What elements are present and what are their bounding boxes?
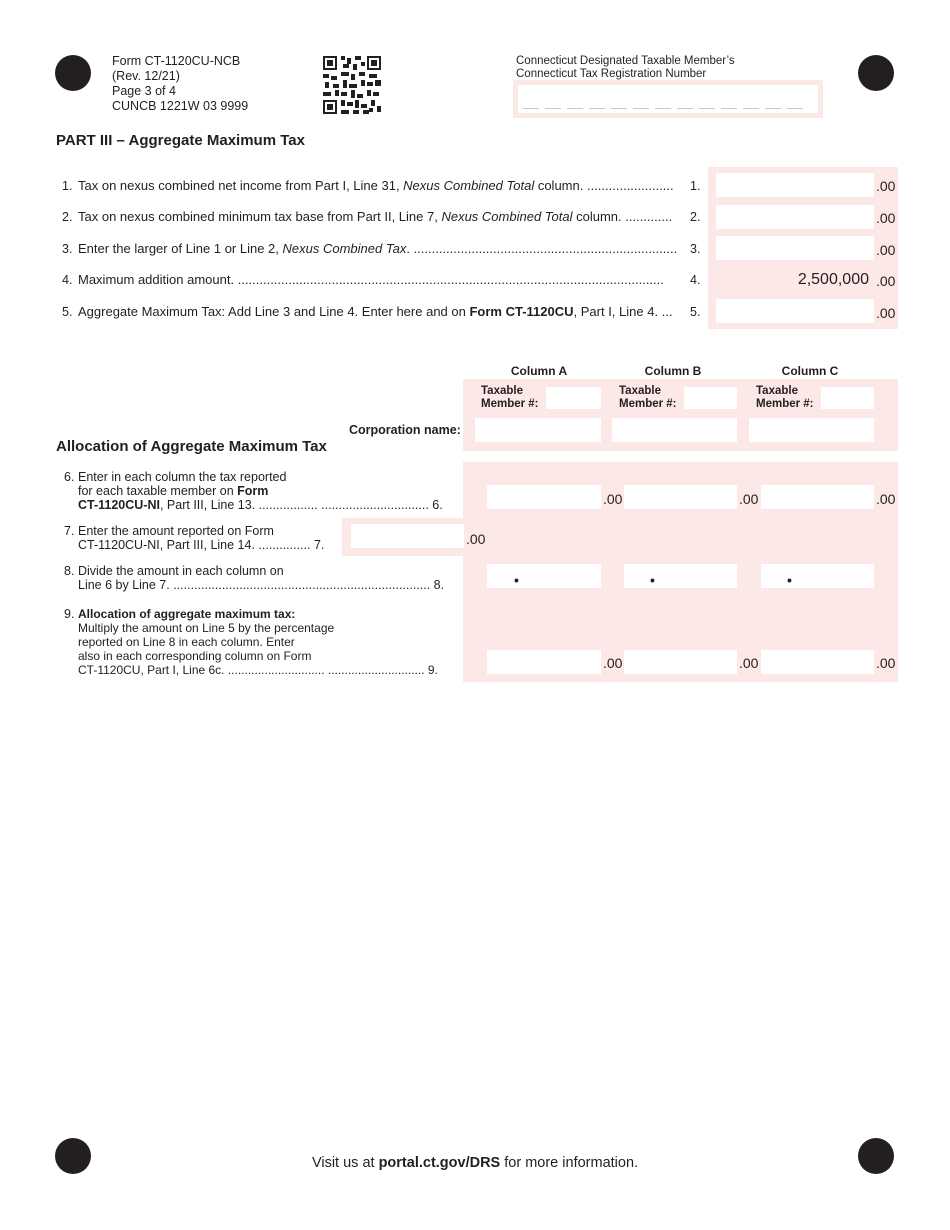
registration-number-field[interactable] bbox=[513, 80, 823, 118]
column-b-header: Column B bbox=[644, 364, 702, 378]
line-3-ref: 3. bbox=[690, 242, 701, 256]
line-3-input[interactable] bbox=[716, 236, 874, 260]
line-1-input[interactable] bbox=[716, 173, 874, 197]
form-id: Form CT-1120CU-NCB bbox=[112, 54, 241, 68]
column-c-member-label: Taxable Member #: bbox=[756, 385, 814, 410]
line-1-text: Tax on nexus combined net income from Part I, Line 31, Nexus Combined Total column. ........................ bbox=[78, 178, 674, 193]
column-b-member-label: Taxable Member #: bbox=[619, 385, 677, 410]
line-9-column-b-input[interactable] bbox=[624, 650, 737, 674]
line-7-input[interactable] bbox=[351, 524, 464, 548]
line-5-input[interactable] bbox=[716, 299, 874, 323]
footer-text: Visit us at portal.ct.gov/DRS for more information. bbox=[311, 1155, 639, 1171]
form-revision: (Rev. 12/21) bbox=[112, 69, 180, 83]
line-5-number: 5. bbox=[62, 305, 73, 319]
page-number: Page 3 of 4 bbox=[112, 84, 176, 98]
allocation-title: Allocation of Aggregate Maximum Tax bbox=[56, 438, 327, 455]
column-a-corporation-name[interactable] bbox=[475, 418, 601, 442]
line-6-text: Enter in each column the tax reported for each taxable member on Form CT-1120CU-NI, Part III, Line 13. ................. ............................... 6. bbox=[78, 470, 443, 512]
line-9-column-b-cents: .00 bbox=[739, 655, 759, 671]
line-6-column-a-cents: .00 bbox=[603, 491, 623, 507]
line-3-number: 3. bbox=[62, 242, 73, 256]
line-6-column-a-input[interactable] bbox=[487, 485, 601, 509]
line-6-column-b-input[interactable] bbox=[624, 485, 737, 509]
line-8-column-a-input[interactable] bbox=[487, 564, 601, 588]
line-2-ref: 2. bbox=[690, 210, 701, 224]
line-4-number: 4. bbox=[62, 273, 73, 287]
line-9-column-c-input[interactable] bbox=[761, 650, 874, 674]
column-a-member-number[interactable] bbox=[546, 387, 601, 409]
registration-number-title: Connecticut Designated Taxable Member’s Connecticut Tax Registration Number bbox=[516, 55, 735, 80]
column-a-member-label: Taxable Member #: bbox=[481, 385, 539, 410]
line-6-column-c-cents: .00 bbox=[876, 491, 896, 507]
line-8-number: 8. bbox=[64, 564, 75, 578]
form-header bbox=[112, 54, 248, 114]
line-9-column-a-cents: .00 bbox=[603, 655, 623, 671]
line-6-column-b-cents: .00 bbox=[739, 491, 759, 507]
footer-link[interactable]: portal.ct.gov/DRS bbox=[378, 1155, 501, 1171]
registration-mark-top-left bbox=[55, 55, 91, 91]
line-8-column-c-input[interactable] bbox=[761, 564, 874, 588]
line-4-value: 2,500,000 bbox=[797, 271, 869, 288]
line-1-ref: 1. bbox=[690, 179, 701, 193]
part3-title: PART III – Aggregate Maximum Tax bbox=[56, 132, 305, 149]
line-7-text: Enter the amount reported on Form CT-1120CU-NI, Part III, Line 14. ............... 7. bbox=[78, 524, 325, 552]
column-b-corporation-name[interactable] bbox=[612, 418, 737, 442]
line-8-column-c-decimal: • bbox=[787, 572, 792, 588]
form-code: CUNCB 1221W 03 9999 bbox=[112, 99, 249, 113]
line-7-number: 7. bbox=[64, 524, 75, 538]
line-2-number: 2. bbox=[62, 210, 73, 224]
line-8-column-b-input[interactable] bbox=[624, 564, 737, 588]
corporation-name-label: Corporation name: bbox=[349, 423, 461, 437]
column-a-header: Column A bbox=[510, 364, 568, 378]
column-c-member-number[interactable] bbox=[821, 387, 874, 409]
column-b-member-number[interactable] bbox=[684, 387, 737, 409]
line-9-column-c-cents: .00 bbox=[876, 655, 896, 671]
line-4-cents: .00 bbox=[876, 273, 896, 289]
line-4-text: Maximum addition amount. ...................................................................................................................... bbox=[78, 272, 664, 287]
line-8-text: Divide the amount in each column on Line 6 by Line 7. .......................................................................... 8. bbox=[78, 564, 445, 592]
line-6-column-c-input[interactable] bbox=[761, 485, 874, 509]
line-9-number: 9. bbox=[64, 607, 75, 621]
line-7-cents: .00 bbox=[466, 531, 486, 547]
line-5-cents: .00 bbox=[876, 305, 896, 321]
line-5-ref: 5. bbox=[690, 305, 701, 319]
line-2-cents: .00 bbox=[876, 210, 896, 226]
line-9-text: Allocation of aggregate maximum tax: Multiply the amount on Line 5 by the percentage reported on Line 8 in each column. Enter also in each corresponding column on Form CT-1120CU, Part I, Line 6c. ............................. ............................. 9. bbox=[78, 607, 438, 677]
line-8-column-a-decimal: • bbox=[514, 572, 519, 588]
line-9-column-a-input[interactable] bbox=[487, 650, 601, 674]
line-8-column-b-decimal: • bbox=[650, 572, 655, 588]
qr-code-icon bbox=[323, 56, 381, 114]
column-c-header: Column C bbox=[781, 364, 839, 378]
line-2-text: Tax on nexus combined minimum tax base from Part II, Line 7, Nexus Combined Total column. ............. bbox=[78, 209, 673, 224]
line-5-text: Aggregate Maximum Tax: Add Line 3 and Line 4. Enter here and on Form CT-1120CU, Part I, Line 4. ... bbox=[78, 304, 673, 319]
line-1-number: 1. bbox=[62, 179, 73, 193]
column-c-corporation-name[interactable] bbox=[749, 418, 874, 442]
line-6-number: 6. bbox=[64, 470, 75, 484]
line-2-input[interactable] bbox=[716, 205, 874, 229]
line-1-cents: .00 bbox=[876, 178, 896, 194]
line-4-ref: 4. bbox=[690, 273, 701, 287]
line-3-cents: .00 bbox=[876, 242, 896, 258]
registration-mark-top-right bbox=[858, 55, 894, 91]
line-3-text: Enter the larger of Line 1 or Line 2, Nexus Combined Tax. ......................................................................... bbox=[78, 241, 678, 256]
